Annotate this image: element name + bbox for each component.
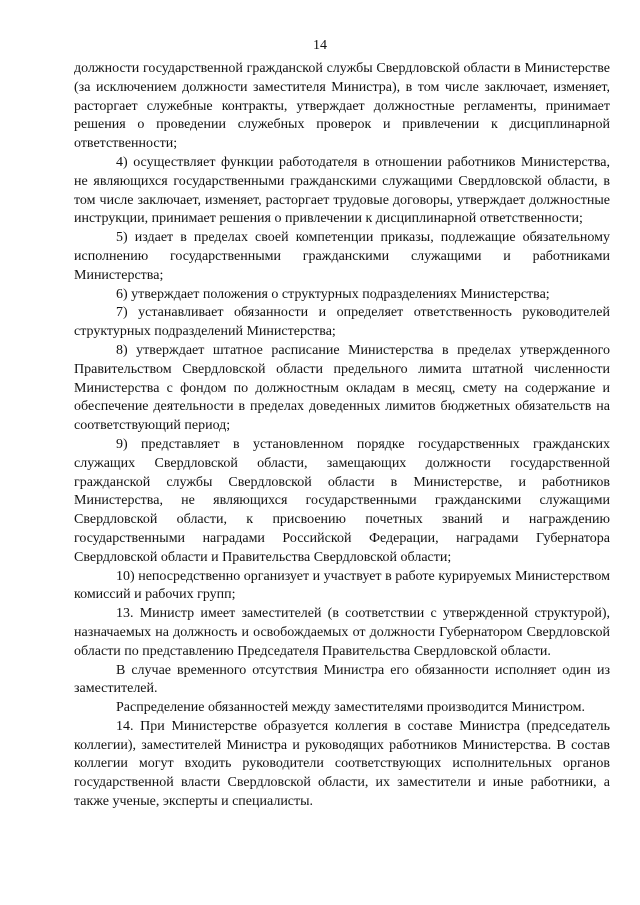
paragraph-item-10: 10) непосредственно организует и участвует в работе курируемых Министерством комиссий и рабочих групп; bbox=[74, 568, 610, 603]
paragraph-section-14: 14. При Министерстве образуется коллегия в составе Министра (председатель коллегии), заместителей Министра и руководящих работников Министерства. В состав коллегии могут входить руководители соответствующих исполнительных органов государственной власти Свердловской области, их заместители и иные работники, а также ученые, эксперты и специалисты. bbox=[74, 718, 610, 810]
paragraph-item-9: 9) представляет в установленном порядке государственных гражданских служащих Свердловской области, замещающих должности государственной гражданской службы Свердловской области в Министерстве, и работников Министерства, не являющихся государственными гражданскими служащими Свердловской области, к присвоению почетных званий и награждению государственными наградами Российской Федерации, наградами Губернатора Свердловской области и Правительства Свердловской области; bbox=[74, 436, 610, 565]
paragraph-item-5: 5) издает в пределах своей компетенции приказы, подлежащие обязательному исполнению государственными гражданскими служащими и работниками Министерства; bbox=[74, 230, 610, 283]
paragraph-duty-distribution: Распределение обязанностей между заместителями производится Министром. bbox=[116, 700, 585, 716]
paragraph-item-8: 8) утверждает штатное расписание Министерства в пределах утвержденного Правительством Свердловской области предельного лимита штатной численности Министерства с фондом по должностным окладам в месяц, смету на содержание и обеспечение деятельности в пределах доведенных лимитов бюджетных обязательств на соответствующий период; bbox=[74, 342, 610, 434]
document-body bbox=[74, 60, 610, 812]
paragraph-section-13: 13. Министр имеет заместителей (в соответствии с утвержденной структурой), назначаемых на должность и освобождаемых от должности Губернатором Свердловской области по представлению Председателя Правительства Свердловской области. bbox=[74, 606, 610, 659]
paragraph-item-4: 4) осуществляет функции работодателя в отношении работников Министерства, не являющихся государственными гражданскими служащими Свердловской области, в том числе заключает, изменяет, расторгает трудовые договоры, утверждает должностные инструкции, принимает решения о привлечении к дисциплинарной ответственности; bbox=[74, 154, 610, 227]
page-number: 14 bbox=[313, 38, 327, 53]
paragraph-continuation: должности государственной гражданской службы Свердловской области в Министерстве (за исключением должности заместителя Министра), в том числе заключает, изменяет, расторгает служебные контракты, утверждает должностные регламенты, принимает решения о проведении служебных проверок и привлечении к дисциплинарной ответственности; bbox=[74, 61, 610, 152]
paragraph-temporary-absence: В случае временного отсутствия Министра его обязанности исполняет один из заместителей. bbox=[74, 662, 610, 697]
paragraph-item-7: 7) устанавливает обязанности и определяет ответственность руководителей структурных подразделений Министерства; bbox=[74, 305, 610, 340]
paragraph-item-6: 6) утверждает положения о структурных подразделениях Министерства; bbox=[116, 286, 550, 302]
